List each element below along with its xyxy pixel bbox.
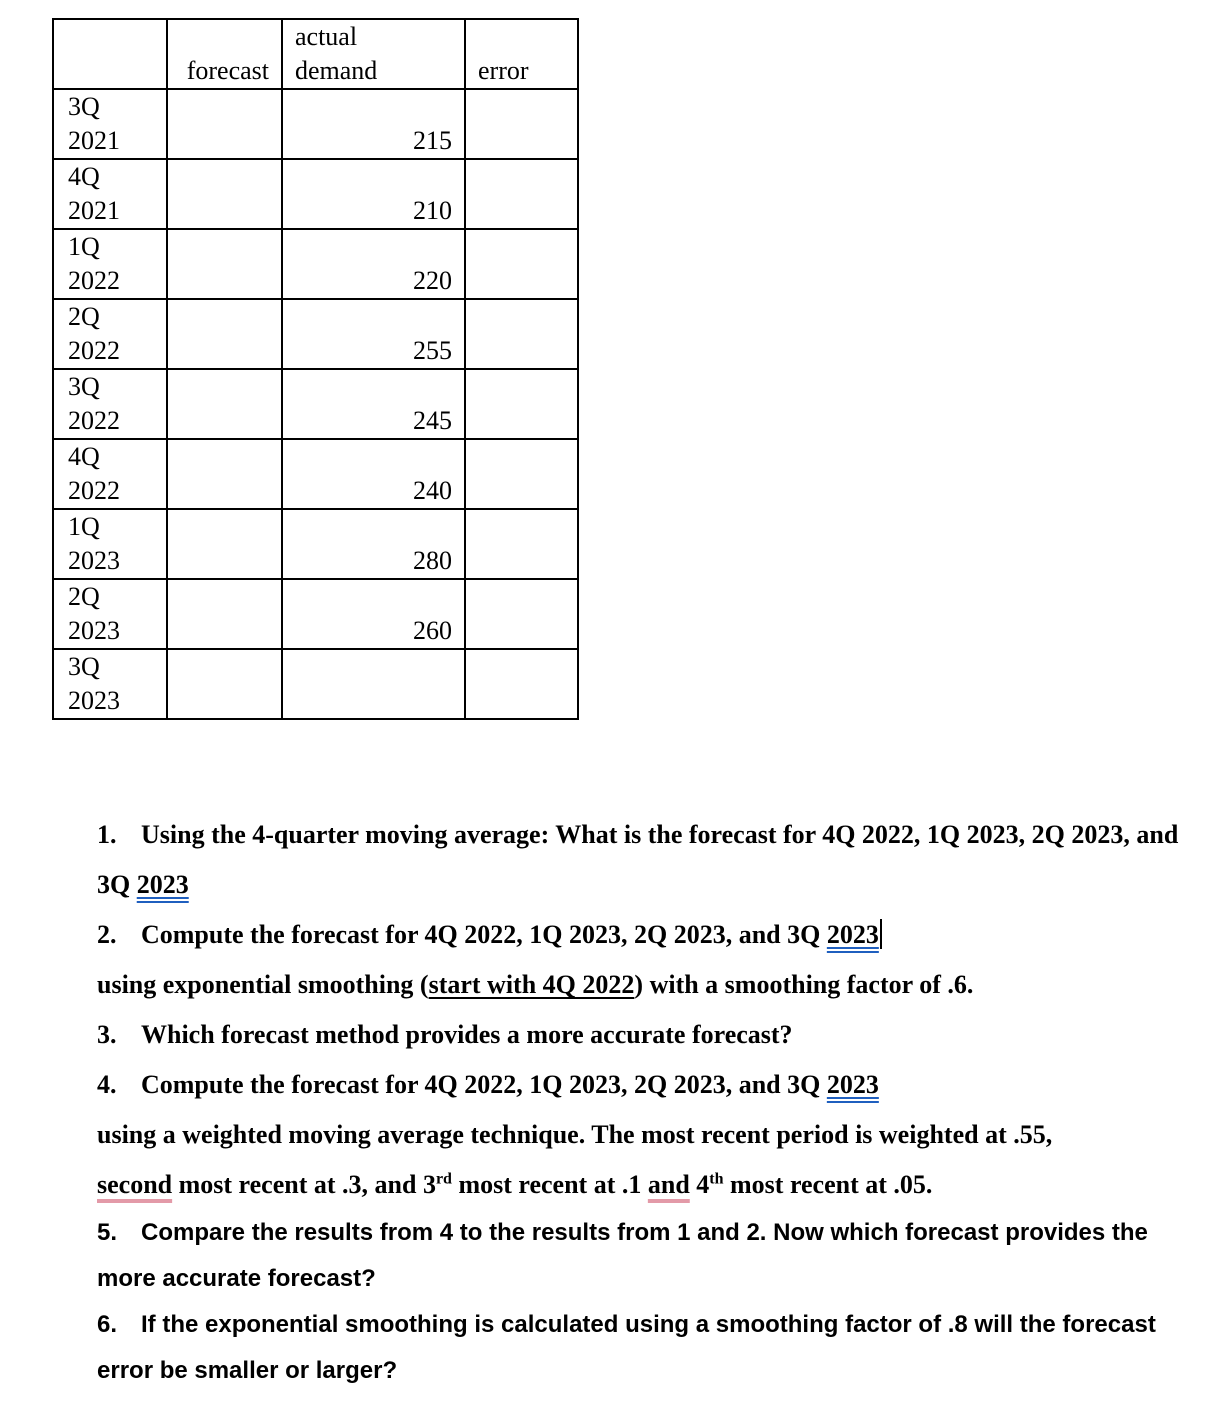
question-5-text: Compare the results from 4 to the results from 1 and 2. Now which forecast provides the more accurate forecast?	[97, 1219, 1148, 1292]
period-year: 2023	[68, 546, 120, 575]
period-cell	[53, 369, 167, 439]
question-4-line2: using a weighted moving average technique. The most recent period is weighted at .55,	[97, 1120, 1053, 1149]
question-2	[97, 910, 1187, 1010]
table-row	[53, 579, 578, 649]
actual-demand-cell: 210	[282, 159, 465, 229]
error-cell	[465, 509, 578, 579]
table-row	[53, 439, 578, 509]
actual-demand-cell: 240	[282, 439, 465, 509]
question-5	[97, 1210, 1187, 1302]
forecast-table	[52, 18, 579, 720]
error-cell	[465, 89, 578, 159]
actual-demand-cell: 280	[282, 509, 465, 579]
question-2-line2-end: ) with a smoothing factor of .6.	[634, 970, 974, 999]
actual-demand-cell	[282, 649, 465, 719]
question-4-line3-d: most recent at .05.	[723, 1170, 933, 1199]
table-row	[53, 649, 578, 719]
question-number: 3.	[97, 1020, 117, 1049]
forecast-cell	[167, 579, 282, 649]
question-4-line3-b: most recent at .1	[451, 1170, 648, 1199]
period-cell	[53, 579, 167, 649]
period-year: 2022	[68, 476, 120, 505]
question-2-start-note: start with 4Q 2022	[428, 970, 635, 999]
table-row	[53, 89, 578, 159]
question-1	[97, 810, 1187, 910]
table-header-row	[53, 19, 578, 89]
question-4-and: and	[647, 1170, 690, 1199]
actual-demand-cell: 220	[282, 229, 465, 299]
actual-demand-cell: 215	[282, 89, 465, 159]
table-row	[53, 299, 578, 369]
period-quarter: 1Q	[68, 232, 100, 261]
error-cell	[465, 579, 578, 649]
period-quarter: 3Q	[68, 92, 100, 121]
period-year: 2023	[68, 616, 120, 645]
period-quarter: 3Q	[68, 652, 100, 681]
question-6	[97, 1302, 1187, 1394]
period-cell	[53, 509, 167, 579]
table-row	[53, 369, 578, 439]
error-cell	[465, 299, 578, 369]
error-cell	[465, 229, 578, 299]
forecast-cell	[167, 649, 282, 719]
questions-section	[97, 810, 1187, 1394]
error-cell	[465, 649, 578, 719]
question-4	[97, 1060, 1187, 1210]
forecast-cell	[167, 229, 282, 299]
period-cell	[53, 229, 167, 299]
forecast-cell	[167, 89, 282, 159]
error-cell	[465, 439, 578, 509]
forecast-cell	[167, 369, 282, 439]
question-4-line1: Compute the forecast for 4Q 2022, 1Q 2023, 2Q 2023, and 3Q	[141, 1070, 827, 1099]
actual-demand-cell: 260	[282, 579, 465, 649]
forecast-cell	[167, 509, 282, 579]
question-2-line2-start: using exponential smoothing (	[97, 970, 429, 999]
forecast-header: forecast	[167, 19, 282, 89]
actual-header-line1: actual	[295, 22, 358, 51]
period-cell	[53, 89, 167, 159]
table-row	[53, 509, 578, 579]
question-number: 2.	[97, 920, 117, 949]
table-row	[53, 159, 578, 229]
period-year: 2021	[68, 196, 120, 225]
question-2-line1: Compute the forecast for 4Q 2022, 1Q 2023, 2Q 2023, and 3Q	[141, 920, 827, 949]
question-1-text: Using the 4-quarter moving average: What is the forecast for 4Q 2022, 1Q 2023, 2Q 2023, and 3Q	[97, 820, 1179, 899]
superscript-th: th	[709, 1170, 724, 1188]
period-quarter: 2Q	[68, 302, 100, 331]
period-year: 2022	[68, 336, 120, 365]
period-year: 2022	[68, 266, 120, 295]
error-header: error	[465, 19, 578, 89]
question-3-text: Which forecast method provides a more accurate forecast?	[141, 1020, 793, 1049]
actual-demand-cell: 255	[282, 299, 465, 369]
period-quarter: 1Q	[68, 512, 100, 541]
question-4-second: second	[97, 1170, 173, 1199]
question-4-line3-c: 4	[689, 1170, 710, 1199]
period-year: 2022	[68, 406, 120, 435]
forecast-cell	[167, 439, 282, 509]
question-1-year: 2023	[136, 870, 189, 899]
question-6-text: If the exponential smoothing is calculated using a smoothing factor of .8 will the forecast error be smaller or larger?	[97, 1311, 1156, 1384]
actual-header-line2: demand	[295, 56, 378, 85]
question-number: 5.	[97, 1219, 118, 1246]
superscript-rd: rd	[435, 1170, 452, 1188]
forecast-cell	[167, 299, 282, 369]
period-cell	[53, 159, 167, 229]
period-quarter: 2Q	[68, 582, 100, 611]
period-header	[53, 19, 167, 89]
question-2-year: 2023	[826, 920, 879, 949]
actual-demand-header	[282, 19, 465, 89]
forecast-table-container	[52, 18, 579, 720]
actual-demand-cell: 245	[282, 369, 465, 439]
text-cursor	[880, 919, 882, 949]
period-quarter: 4Q	[68, 442, 100, 471]
period-cell	[53, 439, 167, 509]
question-4-year: 2023	[826, 1070, 879, 1099]
error-cell	[465, 369, 578, 439]
period-year: 2023	[68, 686, 120, 715]
period-cell	[53, 649, 167, 719]
period-quarter: 3Q	[68, 372, 100, 401]
period-cell	[53, 299, 167, 369]
question-number: 1.	[97, 820, 117, 849]
period-year: 2021	[68, 126, 120, 155]
question-4-line3-a: most recent at .3, and 3	[172, 1170, 436, 1199]
question-number: 6.	[97, 1311, 118, 1338]
table-row	[53, 229, 578, 299]
question-number: 4.	[97, 1070, 117, 1099]
forecast-cell	[167, 159, 282, 229]
period-quarter: 4Q	[68, 162, 100, 191]
question-3	[97, 1010, 1187, 1060]
error-cell	[465, 159, 578, 229]
